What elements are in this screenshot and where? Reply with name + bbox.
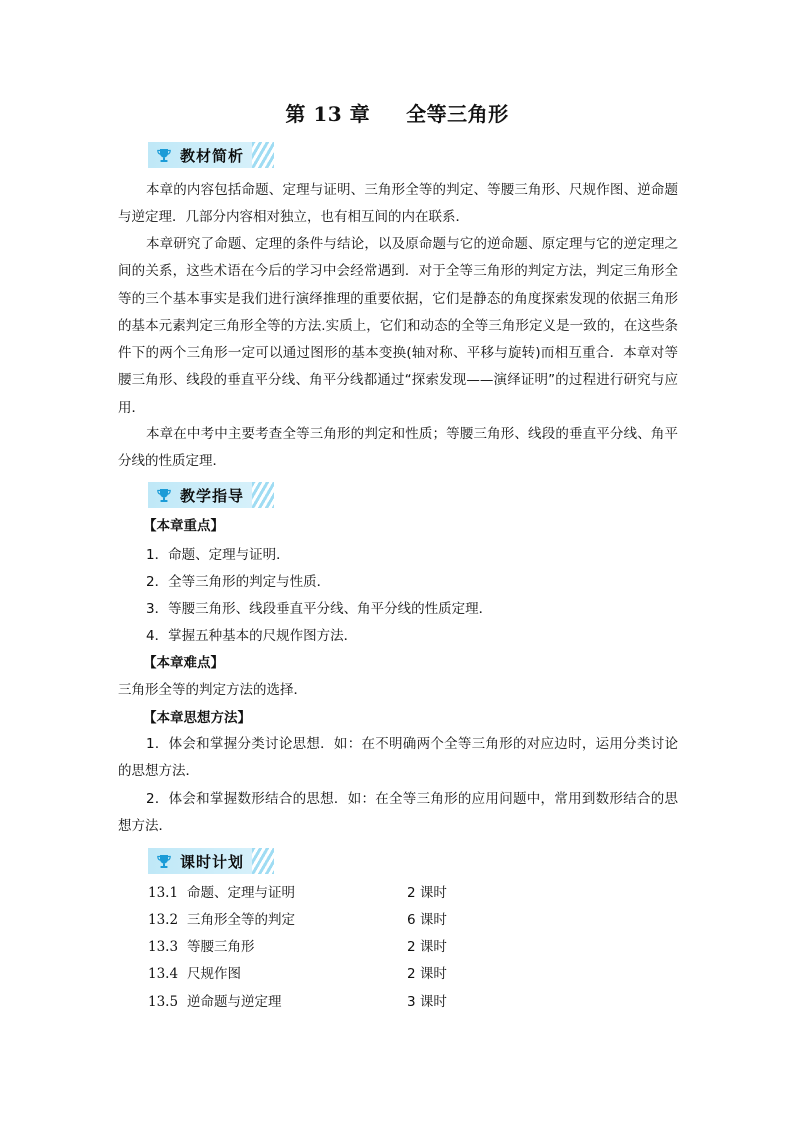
plan-row-number: 13.4 bbox=[148, 966, 179, 982]
section-header-plan bbox=[148, 848, 274, 874]
plan-row-hours: 3 课时 bbox=[407, 994, 447, 1010]
trophy-icon bbox=[156, 487, 172, 503]
difficulty-text: 三角形全等的判定方法的选择． bbox=[118, 682, 307, 698]
key-point-item: 3．等腰三角形、线段垂直平分线、角平分线的性质定理． bbox=[146, 601, 493, 617]
section-header-stripes bbox=[252, 482, 274, 508]
plan-row bbox=[148, 964, 468, 984]
trophy-icon bbox=[156, 853, 172, 869]
plan-row bbox=[148, 883, 468, 903]
overview-paragraph-2: 本章研究了命题、定理的条件与结论，以及原命题与它的逆命题、原定理与它的逆定理之间的关系，这些术语在今后的学习中会经常遇到．对于全等三角形的判定方法，判定三角形全等的三个基本事实是我们进行演绎推理的重要依据，它们是静态的角度探索发现的依据三角形的基本元素判定三角形全等的方法.实质上，它们和动态的全等三角形定义是一致的，在这些条件下的两个三角形一定可以通过图形的基本变换(轴对称、平移与旋转)而相互重合．本章对等腰三角形、线段的垂直平分线、角平分线都通过“探索发现——演绎证明”的过程进行研究与应用． bbox=[118, 236, 678, 416]
plan-row bbox=[148, 937, 468, 957]
key-point-item: 4．掌握五种基本的尺规作图方法． bbox=[146, 628, 358, 644]
trophy-icon bbox=[156, 147, 172, 163]
plan-row-hours: 6 课时 bbox=[407, 912, 447, 928]
plan-row-number: 13.2 bbox=[148, 912, 179, 928]
plan-row-name: 三角形全等的判定 bbox=[187, 912, 295, 928]
plan-row-name: 尺规作图 bbox=[187, 966, 241, 982]
section-title: 教学指导 bbox=[180, 487, 245, 505]
difficulty-heading: 【本章难点】 bbox=[143, 655, 224, 671]
section-header-overview bbox=[148, 142, 274, 168]
methods-heading: 【本章思想方法】 bbox=[143, 710, 251, 726]
section-header-guidance bbox=[148, 482, 274, 508]
plan-row bbox=[148, 910, 468, 930]
section-title: 教材简析 bbox=[180, 147, 245, 165]
plan-row bbox=[148, 992, 468, 1012]
section-header-stripes bbox=[252, 848, 274, 874]
section-header-stripes bbox=[252, 142, 274, 168]
section-title: 课时计划 bbox=[180, 853, 245, 871]
plan-row-name: 等腰三角形 bbox=[187, 939, 255, 955]
key-point-item: 1．命题、定理与证明． bbox=[146, 547, 290, 563]
plan-row-number: 13.1 bbox=[148, 885, 179, 901]
plan-row-number: 13.5 bbox=[148, 994, 179, 1010]
overview-paragraph-3: 本章在中考中主要考查全等三角形的判定和性质；等腰三角形、线段的垂直平分线、角平分线的性质定理． bbox=[118, 426, 678, 470]
plan-row-hours: 2 课时 bbox=[407, 939, 447, 955]
method-item: 2．体会和掌握数形结合的思想．如：在全等三角形的应用问题中，常用到数形结合的思想方法． bbox=[118, 791, 678, 835]
plan-row-hours: 2 课时 bbox=[407, 966, 447, 982]
plan-row-name: 命题、定理与证明 bbox=[187, 885, 295, 901]
plan-row-number: 13.3 bbox=[148, 939, 179, 955]
chapter-number: 第 13 章 bbox=[285, 102, 371, 126]
chapter-name: 全等三角形 bbox=[406, 102, 509, 126]
chapter-title bbox=[0, 98, 794, 127]
overview-paragraph-1: 本章的内容包括命题、定理与证明、三角形全等的判定、等腰三角形、尺规作图、逆命题与逆定理．几部分内容相对独立，也有相互间的内在联系． bbox=[118, 182, 678, 226]
plan-row-name: 逆命题与逆定理 bbox=[187, 994, 282, 1010]
key-points-heading: 【本章重点】 bbox=[143, 518, 224, 534]
method-item: 1．体会和掌握分类讨论思想．如：在不明确两个全等三角形的对应边时，运用分类讨论的思想方法． bbox=[118, 736, 678, 780]
key-point-item: 2．全等三角形的判定与性质． bbox=[146, 574, 331, 590]
plan-row-hours: 2 课时 bbox=[407, 885, 447, 901]
